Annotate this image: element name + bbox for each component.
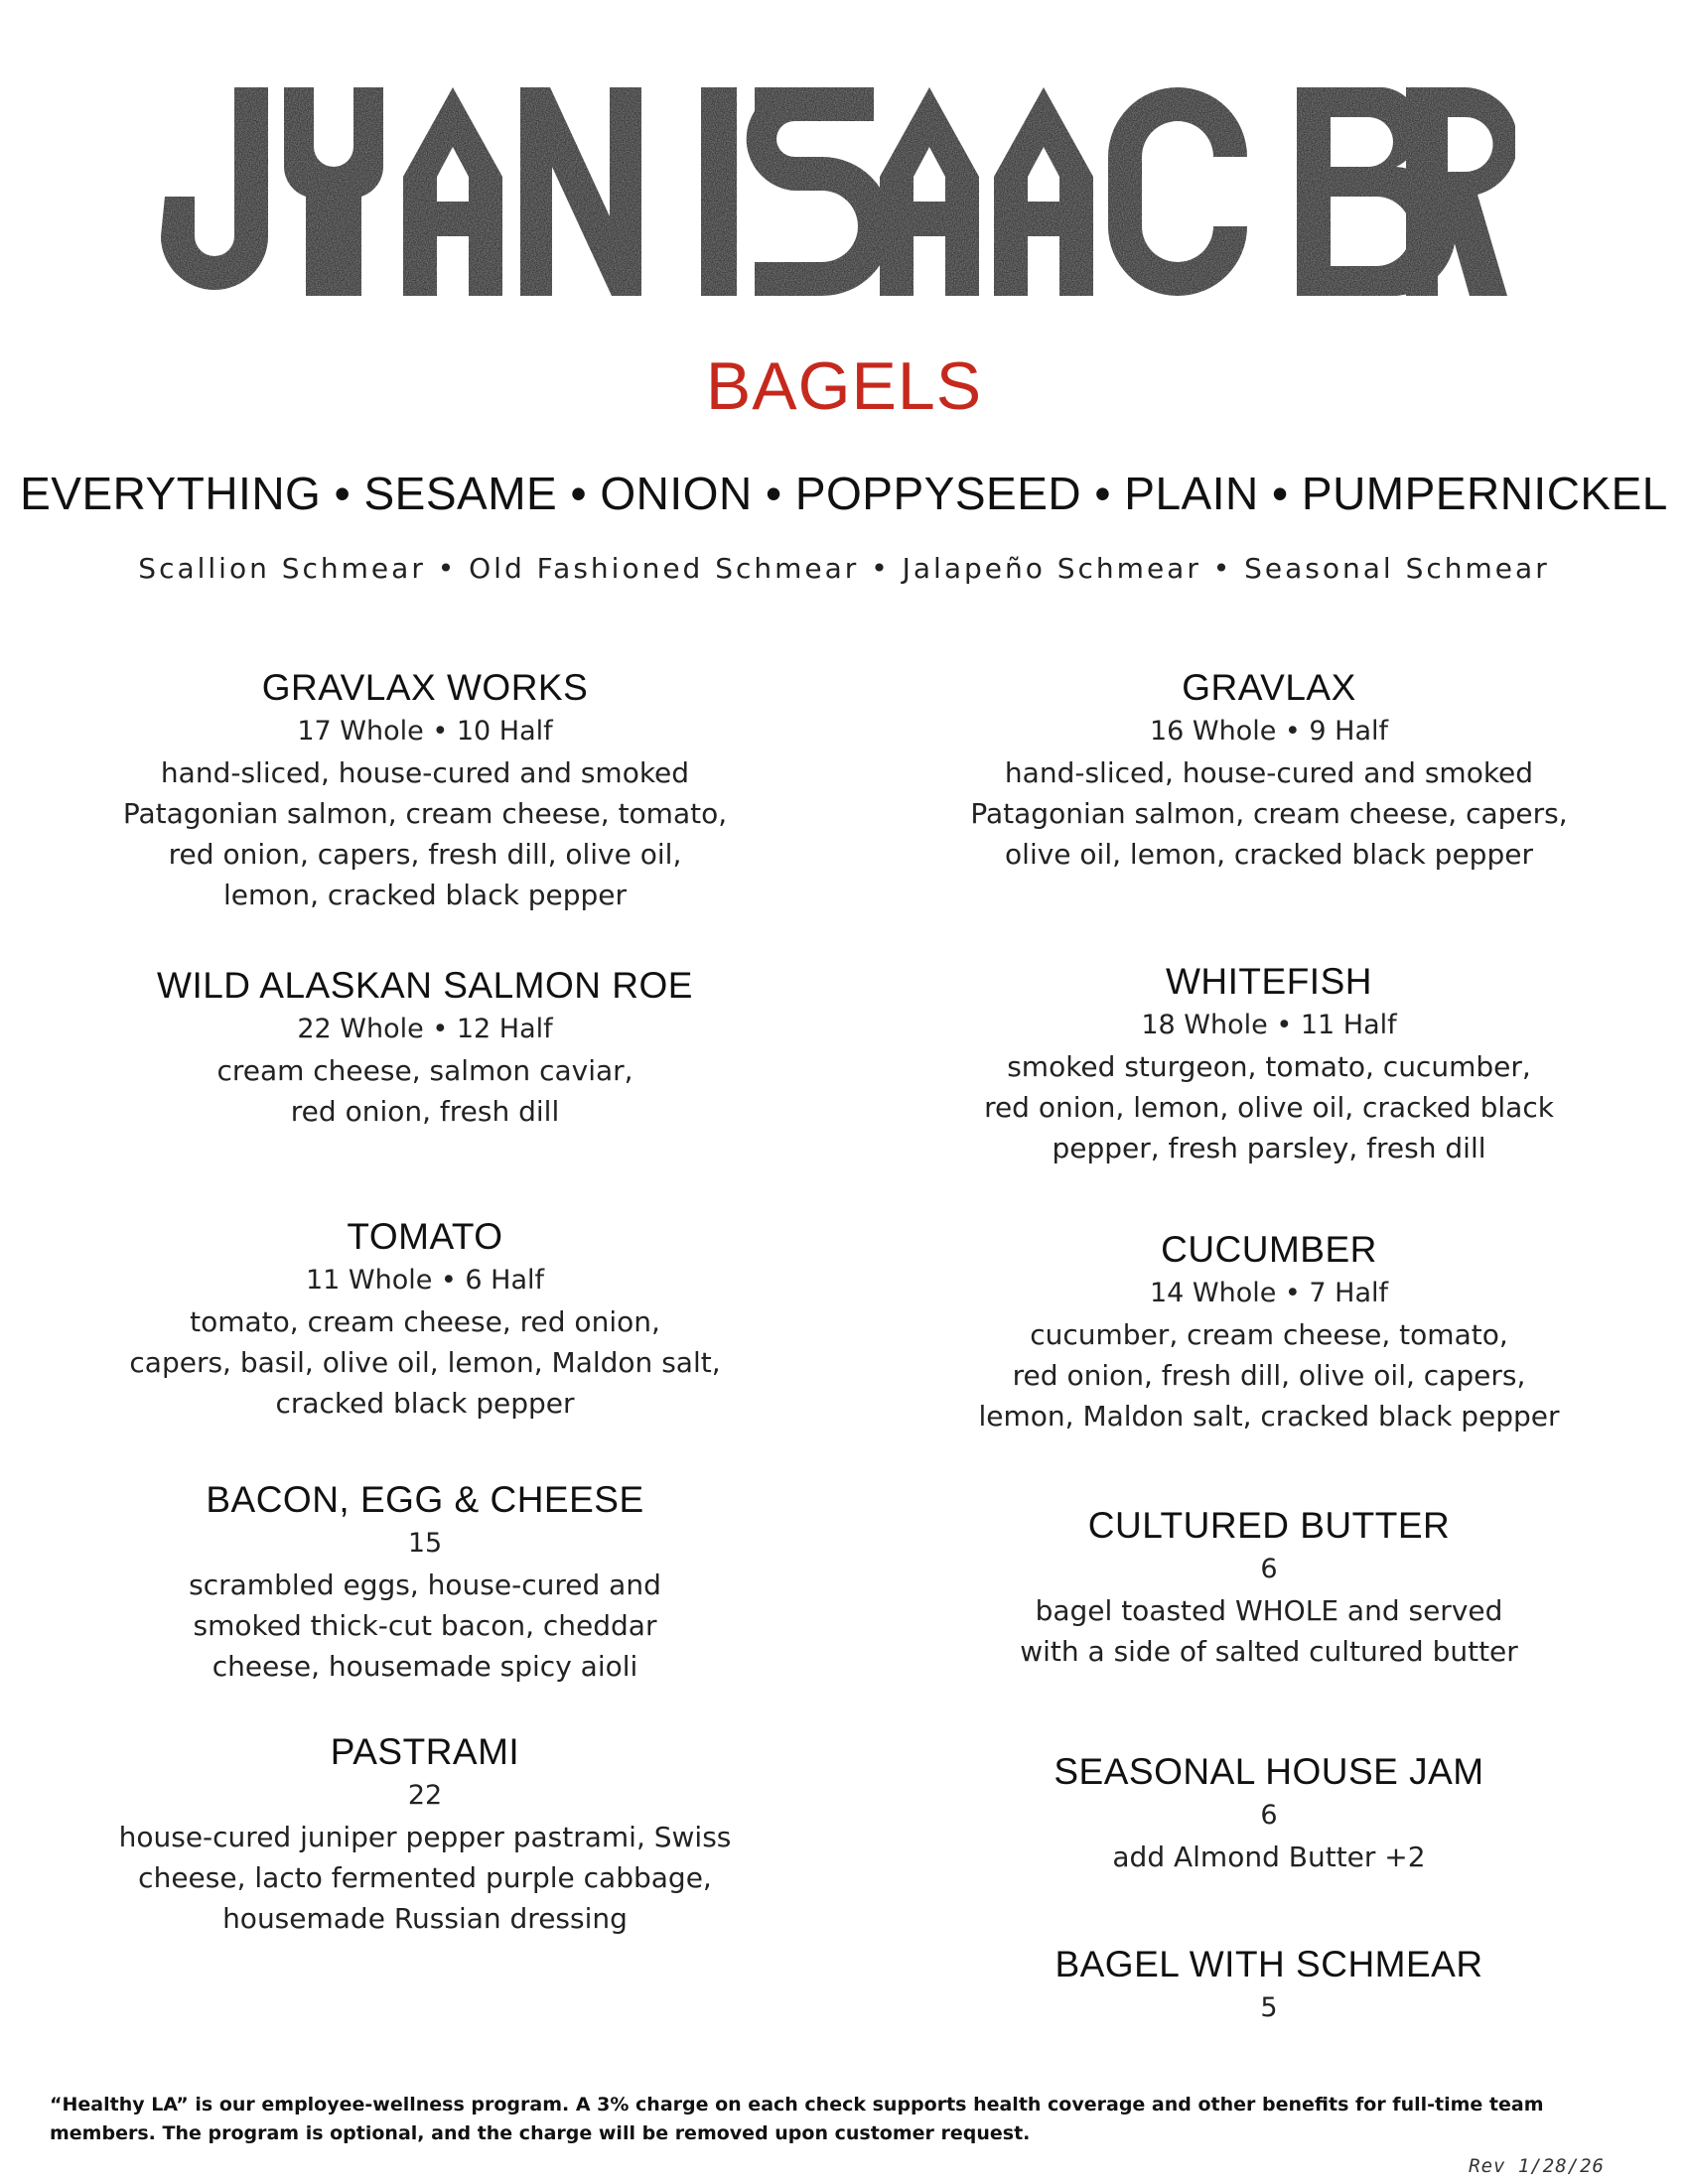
item-price: 17 Whole • 10 Half xyxy=(297,716,553,747)
menu-item-cucumber xyxy=(892,1227,1646,1436)
item-name: WHITEFISH xyxy=(1166,961,1372,1002)
item-desc-line: cream cheese, salmon caviar, xyxy=(216,1054,633,1087)
item-price: 16 Whole • 9 Half xyxy=(1149,716,1389,747)
item-desc-line: smoked thick-cut bacon, cheddar xyxy=(193,1609,657,1642)
menu-item-pastrami xyxy=(48,1729,802,1939)
item-name: PASTRAMI xyxy=(330,1731,520,1772)
item-desc-line: lemon, cracked black pepper xyxy=(222,879,628,911)
item-desc-line: bagel toasted WHOLE and served xyxy=(1035,1594,1503,1627)
item-desc-line: scrambled eggs, house-cured and xyxy=(189,1569,661,1601)
item-desc-line: house-cured juniper pepper pastrami, Swiss xyxy=(118,1821,732,1853)
menu-item-bacon-egg-cheese xyxy=(48,1477,802,1687)
revision-date: Rev 1/28/26 xyxy=(1469,2155,1605,2177)
item-desc-line: red onion, fresh dill, olive oil, capers, xyxy=(1012,1359,1526,1392)
item-price: 22 xyxy=(407,1780,443,1811)
item-desc-line: smoked sturgeon, tomato, cucumber, xyxy=(1007,1050,1531,1083)
item-name: CULTURED BUTTER xyxy=(1087,1505,1451,1546)
item-price: 22 Whole • 12 Half xyxy=(297,1014,553,1044)
menu-item-whitefish xyxy=(892,959,1646,1168)
item-price: 6 xyxy=(1260,1800,1278,1831)
item-price: 5 xyxy=(1260,1992,1278,2023)
item-name: GRAVLAX xyxy=(1182,667,1356,708)
item-name: SEASONAL HOUSE JAM xyxy=(1054,1751,1484,1792)
item-desc-line: cheese, housemade spicy aioli xyxy=(211,1650,638,1683)
menu-item-cultured-butter xyxy=(892,1503,1646,1672)
item-desc-line: pepper, fresh parsley, fresh dill xyxy=(1052,1132,1486,1164)
item-desc-line: red onion, fresh dill xyxy=(290,1095,560,1128)
healthy-la-footnote: “Healthy LA” is our employee-wellness program. A 3% charge on each check supports health coverage and other benefits for full-time team members. The program is optional, and the charge will be removed upon customer request. xyxy=(50,2094,1544,2144)
bagel-types-list: EVERYTHING • SESAME • ONION • POPPYSEED • PLAIN • PUMPERNICKEL xyxy=(20,468,1668,519)
item-desc-line: Patagonian salmon, cream cheese, tomato, xyxy=(122,797,728,830)
item-desc-line: olive oil, lemon, cracked black pepper xyxy=(1005,838,1533,871)
item-price: 18 Whole • 11 Half xyxy=(1141,1010,1397,1040)
item-name: CUCUMBER xyxy=(1161,1229,1377,1270)
item-desc-line: housemade Russian dressing xyxy=(222,1902,628,1935)
item-desc-line: hand-sliced, house-cured and smoked xyxy=(1004,756,1534,789)
item-desc-line: cucumber, cream cheese, tomato, xyxy=(1030,1318,1508,1351)
item-price: 11 Whole • 6 Half xyxy=(305,1265,545,1296)
menu-item-salmon-roe xyxy=(48,963,802,1132)
schmear-options: Scallion Schmear • Old Fashioned Schmear • Jalapeño Schmear • Seasonal Schmear xyxy=(138,552,1550,585)
item-name: BACON, EGG & CHEESE xyxy=(206,1479,644,1520)
menu-item-gravlax xyxy=(892,665,1646,875)
brand-logo xyxy=(145,87,1515,296)
item-desc-line: capers, basil, olive oil, lemon, Maldon salt, xyxy=(129,1346,721,1379)
item-desc-line: cheese, lacto fermented purple cabbage, xyxy=(138,1861,712,1894)
menu-item-tomato xyxy=(48,1214,802,1424)
item-price: 6 xyxy=(1260,1554,1278,1584)
item-price: 15 xyxy=(407,1528,443,1559)
item-desc-line: hand-sliced, house-cured and smoked xyxy=(160,756,690,789)
menu-item-bagel-with-schmear xyxy=(892,1942,1646,2029)
item-desc-line: red onion, capers, fresh dill, olive oil, xyxy=(168,838,682,871)
item-name: TOMATO xyxy=(347,1216,503,1257)
menu-item-seasonal-house-jam xyxy=(892,1749,1646,1877)
item-name: WILD ALASKAN SALMON ROE xyxy=(157,965,693,1006)
item-name: BAGEL WITH SCHMEAR xyxy=(1055,1944,1483,1984)
item-desc-line: Patagonian salmon, cream cheese, capers, xyxy=(970,797,1568,830)
menu-item-gravlax-works xyxy=(48,665,802,915)
item-desc-line: tomato, cream cheese, red onion, xyxy=(190,1305,660,1338)
item-desc-line: red onion, lemon, olive oil, cracked black xyxy=(984,1091,1554,1124)
item-desc-line: lemon, Maldon salt, cracked black pepper xyxy=(978,1400,1560,1433)
item-price: 14 Whole • 7 Half xyxy=(1149,1278,1389,1308)
item-name: GRAVLAX WORKS xyxy=(261,667,589,708)
item-desc-line: add Almond Butter +2 xyxy=(1112,1841,1426,1873)
item-desc-line: with a side of salted cultured butter xyxy=(1020,1635,1518,1668)
section-title: BAGELS xyxy=(705,348,983,424)
item-desc-line: cracked black pepper xyxy=(275,1387,575,1420)
